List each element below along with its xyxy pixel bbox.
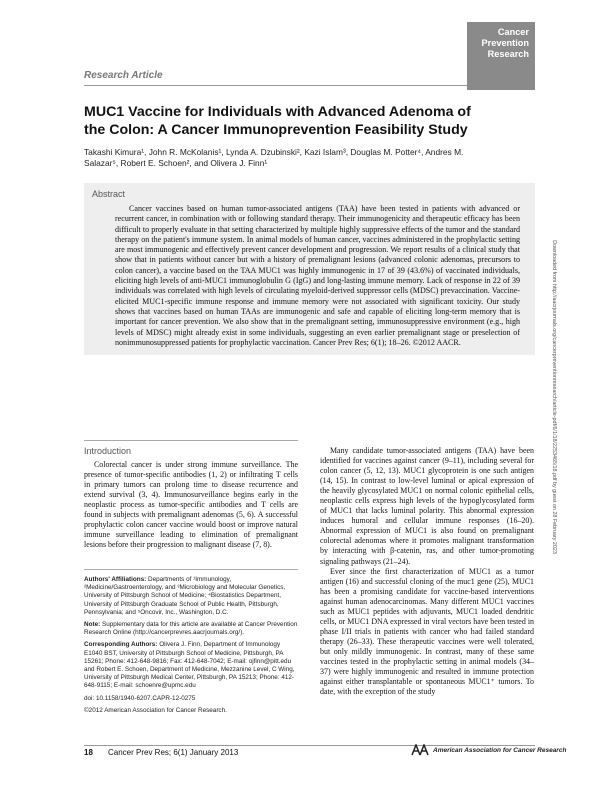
abstract-heading: Abstract	[92, 189, 126, 199]
affiliation-text: Departments of ¹Immunology, ²Medicine/Gastroenterology, and ³Microbiology and Molecular Genetics, University of Pittsburgh School of Medicine; ⁴Biostatistics Department, University of Pittsburgh Graduate School of Public Health, Pittsburgh, Pennsylvania; and ⁵Oncovir, Inc., Washington, D.C.	[84, 576, 286, 616]
aacr-mark-icon	[411, 744, 431, 756]
left-column	[84, 460, 298, 550]
affiliation-label: Authors' Affiliations:	[84, 576, 147, 583]
page-number: 18	[84, 748, 93, 757]
corresponding-label: Corresponding Authors:	[84, 641, 158, 649]
header-divider	[84, 85, 467, 86]
badge-line: Cancer	[497, 27, 529, 37]
abstract-paragraph: Cancer vaccines based on human tumor-associated antigens (TAA) have been tested in patients with advanced or recurrent cancer, in combination with or following standard therapy. Their immunogenicity and therapeutic efficacy has been difficult to properly evaluate in that setting characterized by multiple highly suppressive effects of the tumor and the standard therapy on the patient's immune system. In animal models of human cancer, vaccines administered in the prophylactic setting are most immunogenic and effectively prevent cancer development and progression. We report results of a clinical study that show that in patients without cancer but with a history of premalignant lesions (advanced colonic adenomas, precursors to colon cancer), a vaccine based on the TAA MUC1 was highly immunogenic in 17 of 39 (43.6%) of vaccinated individuals, eliciting high levels of anti-MUC1 immunoglobulin G (IgG) and long-lasting immune memory. Lack of response in 22 of 39 individuals was correlated with high levels of circulating myeloid-derived suppressor cells (MDSC) prevaccination. Vaccine-elicited MUC1-specific immune response and immune memory were not associated with significant toxicity. Our study shows that vaccines based on human TAAs are immunogenic and safe and capable of eliciting long-term memory that is important for cancer prevention. We also show that in the premalignant setting, immunosuppressive environment (e.g., high levels of MDSC) might already exist in some individuals, suggesting an even earlier premalignant stage or preselection of nonimmunosuppressed patients for prophylactic vaccination. Cancer Prev Res; 6(1); 18–26. ©2012 AACR.	[115, 204, 520, 347]
article-title: MUC1 Vaccine for Individuals with Advanced Adenoma of the Colon: A Cancer Immunoprevention Feasibility Study	[84, 104, 471, 138]
section-label: Research Article	[84, 70, 163, 81]
intro-paragraph: Colorectal cancer is under strong immune surveillance. The presence of tumor-specific antibodies (1, 2) or infiltrating T cells in primary tumors can prolong time to disease recurrence and extend survival (3, 4). Immunosurveillance begins early in the neoplastic process as tumor-specific antibodies and T cells are found in subjects with premalignant adenomas (5, 6). A successful prophylactic colon cancer vaccine would boost or improve natural immune surveillance leading to elimination of premalignant lesions before their progression to malignant disease (7, 8).	[84, 460, 298, 550]
journal-badge	[467, 22, 535, 90]
intro-paragraph: Ever since the first characterization of MUC1 as a tumor antigen (16) and successful cloning of the muc1 gene (25), MUC1 has been a promising candidate for vaccine-based interventions against human adenocarcinomas. Many different MUC1 vaccines such as MUC1 peptides with adjuvants, MUC1 loaded dendritic cells, or MUC1 DNA expressed in viral vectors have been tested in phase I/II trials in patients with cancer who had failed standard therapy (26–33). These therapeutic vaccines were well tolerated, but only mildly immunogenic. In contrast, many of these same vaccines tested in the prophylactic setting in animal models (34–37) were highly immunogenic and resulted in immune protection against either transplantable or spontaneous MUC1⁺ tumors. To date, with the exception of the study	[320, 566, 534, 697]
affiliation-rule	[84, 569, 298, 570]
download-note: Downloaded from http://aacrjournals.org/cancerpreventionresearch/article-pdf/6/1/18/2253465/18.pdf by guest on 28 February 2023	[551, 240, 557, 554]
right-column	[320, 446, 534, 697]
introduction-heading: Introduction	[84, 446, 132, 456]
aacr-logo	[411, 744, 567, 758]
publisher-name: American Association for Cancer Research	[433, 747, 567, 754]
column-rule	[84, 440, 298, 441]
badge-line: Research	[487, 49, 529, 59]
journal-citation: Cancer Prev Res; 6(1) January 2013	[108, 748, 239, 757]
download-sidebar	[548, 200, 560, 600]
note-label: Note:	[84, 621, 101, 629]
author-list: Takashi Kimura¹, John R. McKolanis¹, Lynda A. Dzubinski², Kazi Islam³, Douglas M. Potter⁴, Andres M. Salazar⁵, Robert E. Schoen², and Olivera J. Finn¹	[84, 147, 464, 168]
badge-line: Prevention	[481, 38, 529, 48]
note-text: Supplementary data for this article are available at Cancer Prevention Research Online (http://cancerprevres.aacrjournals.org/).	[84, 621, 298, 637]
affiliations-block	[84, 576, 298, 719]
abstract-text	[115, 204, 520, 348]
corresponding-text: Olivera J. Finn, Department of Immunology E1040 BST, University of Pittsburgh School of Medicine, Pittsburgh, PA 15261; Phone: 412-648-9816; Fax: 412-648-7042; E-mail: ojfinn@pitt.edu and Robert E. Schoen, Department of Medicine, Mezzanine Level, C Wing, University of Pittsburgh Medical Center, Pittsburgh, PA 15213; Phone: 412-648-9115; E-mail: schoenre@upmc.edu	[84, 641, 295, 690]
intro-paragraph: Many candidate tumor-associated antigens (TAA) have been identified for vaccines against cancer (9–11), including several for colon cancer (5, 12, 13). MUC1 glycoprotein is one such antigen (14, 15). In contrast to low-level luminal or apical expression of the heavily glycosylated MUC1 on normal colonic epithelial cells, neoplastic cells express high levels of the hypoglycosylated form of MUC1 that lacks luminal polarity. This abnormal expression induces humoral and cellular immune responses (16–20). Abnormal expression of MUC1 is also found on premalignant colorectal adenomas where it promotes malignant transformation by interacting with β-catenin, ras, and other tumor-promoting signaling pathways (21–24).	[320, 446, 534, 566]
abstract-box	[84, 183, 535, 355]
copyright: ©2012 American Association for Cancer Research.	[84, 706, 227, 714]
doi: doi: 10.1158/1940-6207.CAPR-12-0275	[84, 694, 196, 702]
